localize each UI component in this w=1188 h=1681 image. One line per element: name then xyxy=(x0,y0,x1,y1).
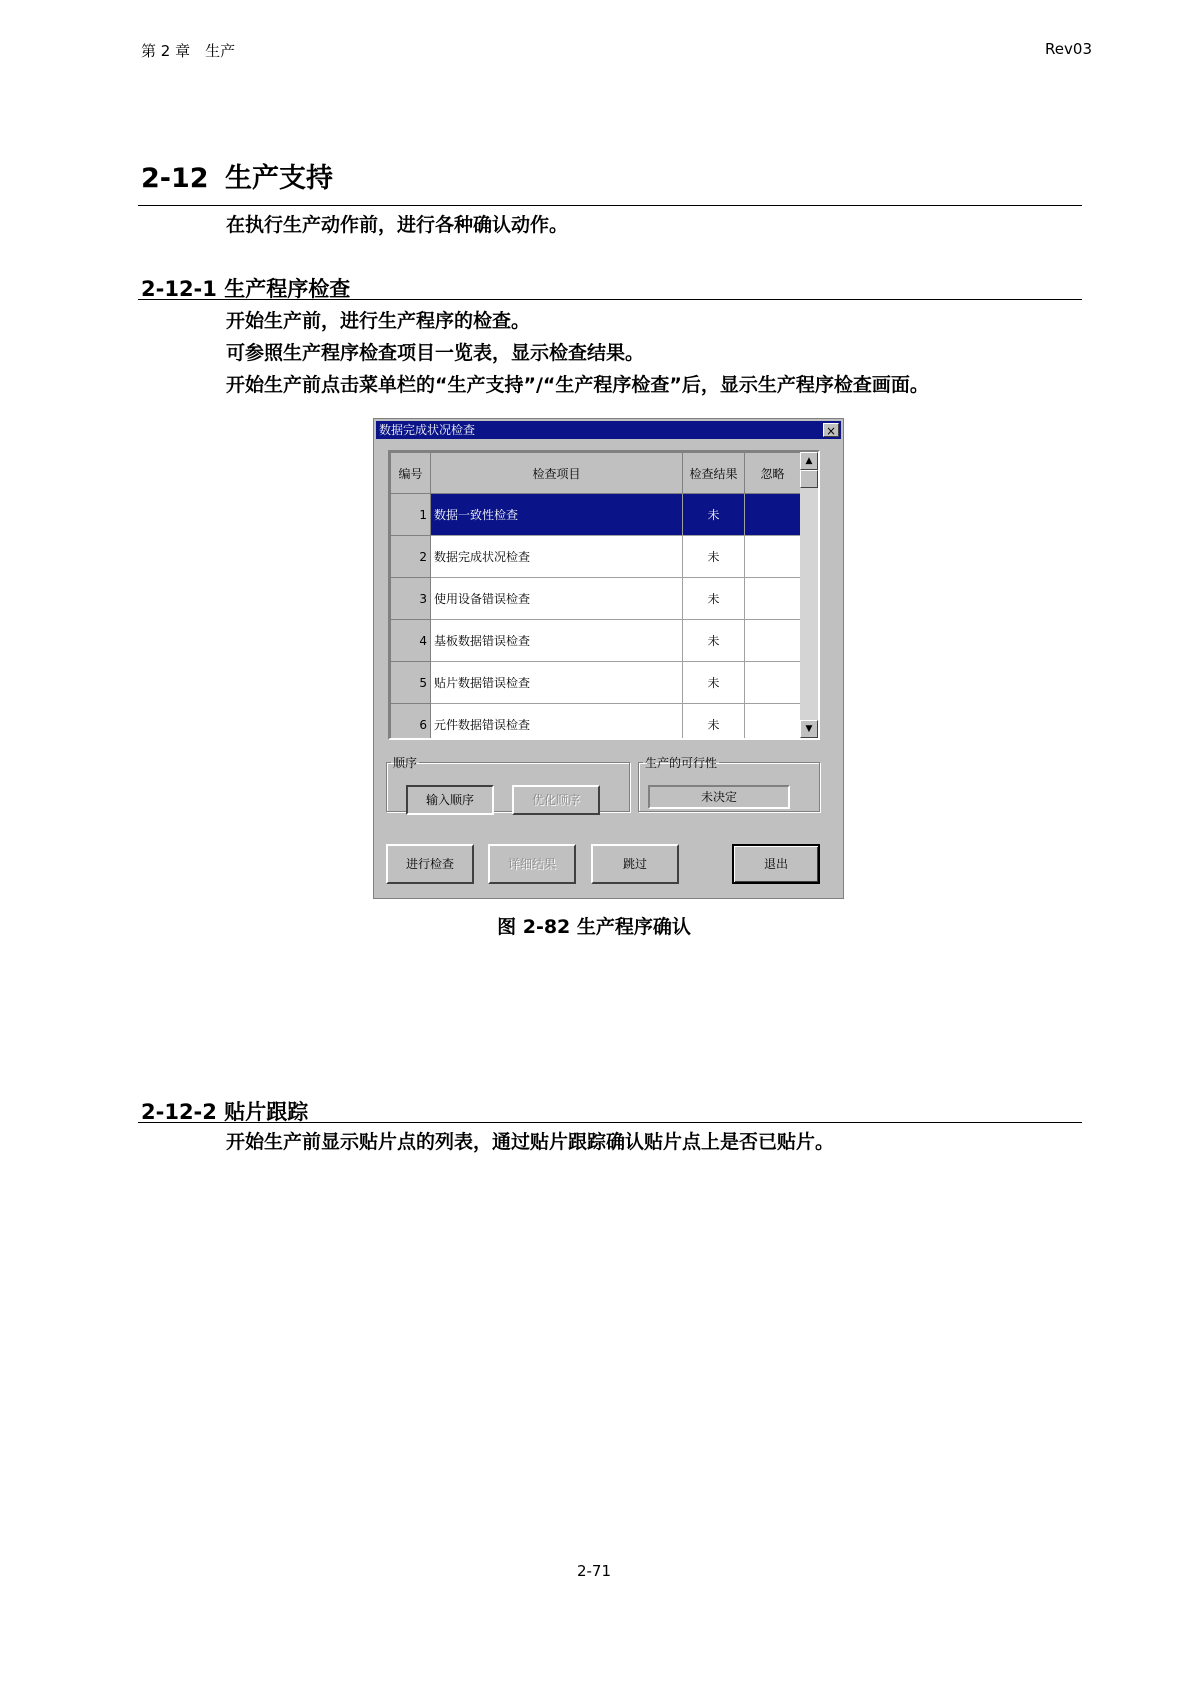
subsection-heading-1: 2-12-1 生产程序检查 xyxy=(141,277,351,301)
optimize-order-button[interactable]: 优化顺序 xyxy=(512,785,600,815)
row-number: 1 xyxy=(391,494,431,536)
production-check-dialog xyxy=(373,418,844,899)
dialog-titlebar xyxy=(376,421,841,439)
scroll-down-icon[interactable]: ▼ xyxy=(800,720,818,738)
subsection-rule-2 xyxy=(138,1122,1082,1123)
table-row[interactable] xyxy=(391,620,801,662)
row-number: 5 xyxy=(391,662,431,704)
sub1-line-3: 开始生产前点击菜单栏的“生产支持”/“生产程序检查”后，显示生产程序检查画面。 xyxy=(226,374,929,396)
feasibility-group-label: 生产的可行性 xyxy=(645,756,718,770)
table-row[interactable] xyxy=(391,662,801,704)
row-result: 未 xyxy=(683,662,745,704)
feasibility-value: 未决定 xyxy=(648,785,790,809)
row-number: 4 xyxy=(391,620,431,662)
table-row[interactable] xyxy=(391,578,801,620)
skip-button[interactable]: 跳过 xyxy=(591,844,679,884)
row-result: 未 xyxy=(683,704,745,741)
input-order-button[interactable]: 输入顺序 xyxy=(406,785,494,815)
check-table xyxy=(390,452,801,740)
dialog-title: 数据完成状况检查 xyxy=(379,423,476,437)
row-ignore[interactable] xyxy=(745,704,801,741)
vertical-scrollbar[interactable] xyxy=(800,452,818,738)
check-grid xyxy=(388,450,820,740)
row-result: 未 xyxy=(683,536,745,578)
scroll-up-icon[interactable]: ▲ xyxy=(800,452,818,470)
scroll-thumb[interactable] xyxy=(800,470,818,488)
row-result: 未 xyxy=(683,620,745,662)
close-icon[interactable]: × xyxy=(823,423,839,437)
section-heading xyxy=(141,156,333,195)
row-result: 未 xyxy=(683,494,745,536)
col-header-ignore[interactable]: 忽略 xyxy=(745,453,801,494)
row-number: 3 xyxy=(391,578,431,620)
run-check-button[interactable]: 进行检查 xyxy=(386,844,474,884)
row-item: 贴片数据错误检查 xyxy=(431,662,683,704)
table-row[interactable] xyxy=(391,536,801,578)
row-item: 元件数据错误检查 xyxy=(431,704,683,741)
sub1-line-1: 开始生产前，进行生产程序的检查。 xyxy=(226,310,531,332)
exit-button[interactable]: 退出 xyxy=(732,844,820,884)
revision-label: Rev03 xyxy=(1045,40,1092,58)
section-title: 生产支持 xyxy=(225,163,333,194)
figure-caption: 图 2-82 生产程序确认 xyxy=(497,916,691,938)
row-item: 基板数据错误检查 xyxy=(431,620,683,662)
section-intro: 在执行生产动作前，进行各种确认动作。 xyxy=(226,214,569,236)
row-ignore[interactable] xyxy=(745,662,801,704)
order-group-label: 顺序 xyxy=(393,756,418,770)
row-item: 数据完成状况检查 xyxy=(431,536,683,578)
row-ignore[interactable] xyxy=(745,536,801,578)
col-header-result[interactable]: 检查结果 xyxy=(683,453,745,494)
row-number: 2 xyxy=(391,536,431,578)
sub1-line-2: 可参照生产程序检查项目一览表，显示检查结果。 xyxy=(226,342,645,364)
row-item: 数据一致性检查 xyxy=(431,494,683,536)
section-number: 2-12 xyxy=(141,163,209,194)
row-ignore[interactable] xyxy=(745,494,801,536)
chapter-header: 第 2 章 生产 xyxy=(141,42,236,60)
table-row[interactable] xyxy=(391,494,801,536)
section-rule xyxy=(138,205,1082,206)
row-ignore[interactable] xyxy=(745,620,801,662)
row-ignore[interactable] xyxy=(745,578,801,620)
row-result: 未 xyxy=(683,578,745,620)
subsection-heading-2: 2-12-2 贴片跟踪 xyxy=(141,1100,309,1124)
details-button[interactable]: 详细结果 xyxy=(488,844,576,884)
table-row[interactable] xyxy=(391,704,801,741)
page-number: 2-71 xyxy=(576,1562,612,1580)
row-item: 使用设备错误检查 xyxy=(431,578,683,620)
sub2-line: 开始生产前显示贴片点的列表，通过贴片跟踪确认贴片点上是否已贴片。 xyxy=(226,1131,835,1153)
col-header-item[interactable]: 检查项目 xyxy=(431,453,683,494)
col-header-number[interactable]: 编号 xyxy=(391,453,431,494)
subsection-rule-1 xyxy=(138,299,1082,300)
row-number: 6 xyxy=(391,704,431,741)
